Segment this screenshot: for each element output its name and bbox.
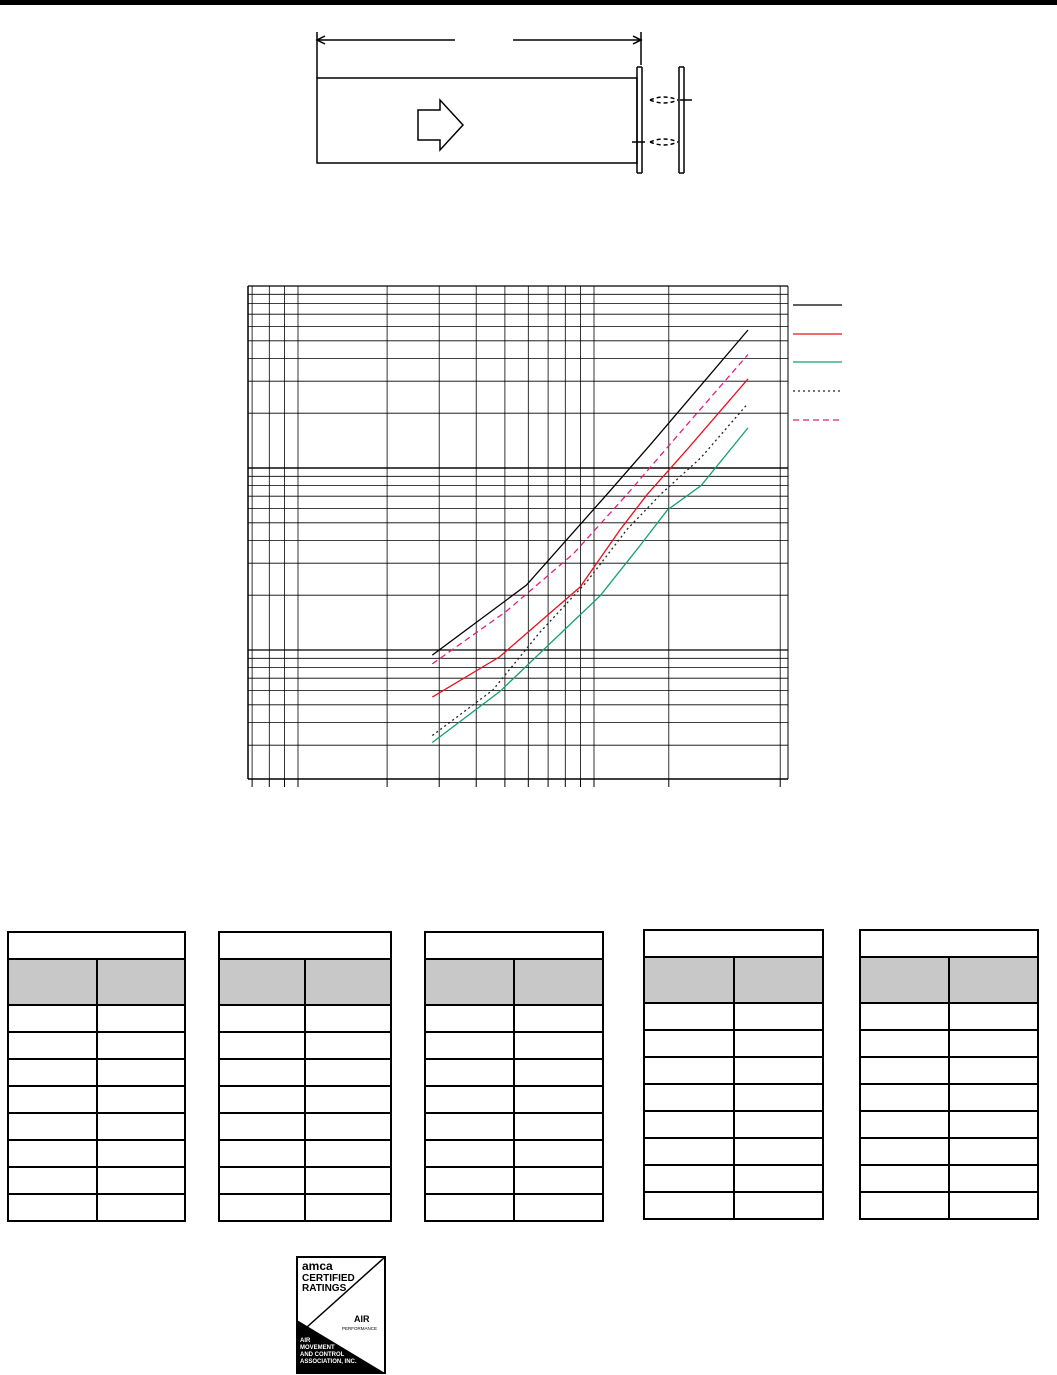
logo-text-association: ASSOCIATION, INC. bbox=[300, 1359, 357, 1365]
table-cell bbox=[425, 1140, 514, 1167]
performance-table-2 bbox=[218, 931, 392, 1222]
table-row bbox=[219, 1167, 391, 1194]
table-cell bbox=[219, 1005, 305, 1032]
table-cell bbox=[644, 1192, 734, 1219]
table-row bbox=[219, 1194, 391, 1221]
table-cell bbox=[8, 1167, 97, 1194]
table-row bbox=[860, 1138, 1038, 1165]
table-cell bbox=[949, 1030, 1038, 1057]
table-row bbox=[425, 1194, 603, 1221]
table-row bbox=[860, 1111, 1038, 1138]
table-row bbox=[8, 1167, 185, 1194]
table-cell bbox=[305, 1113, 391, 1140]
table-cell bbox=[219, 1086, 305, 1113]
table-row bbox=[8, 1005, 185, 1032]
table-cell bbox=[97, 1059, 186, 1086]
table-row bbox=[644, 1084, 823, 1111]
table-cell bbox=[734, 1138, 824, 1165]
table-cell bbox=[644, 1057, 734, 1084]
table-header-cell bbox=[8, 959, 97, 1005]
table-cell bbox=[305, 1032, 391, 1059]
table-row bbox=[644, 1030, 823, 1057]
table-row bbox=[8, 1032, 185, 1059]
logo-text-amca: amca bbox=[302, 1259, 333, 1273]
chart-series bbox=[432, 330, 748, 743]
table-cell bbox=[949, 1003, 1038, 1030]
table-row bbox=[425, 1140, 603, 1167]
table-cell bbox=[860, 1111, 949, 1138]
table-cell bbox=[514, 1032, 603, 1059]
table-cell bbox=[860, 1057, 949, 1084]
table-cell bbox=[860, 1192, 949, 1219]
table-cell bbox=[644, 1003, 734, 1030]
table-cell bbox=[644, 1165, 734, 1192]
table-cell bbox=[305, 1005, 391, 1032]
series-line-1 bbox=[432, 330, 748, 655]
table-cell bbox=[860, 1138, 949, 1165]
table-cell bbox=[734, 1111, 824, 1138]
logo-text-certified: CERTIFIED bbox=[302, 1273, 355, 1284]
table-cell bbox=[644, 1138, 734, 1165]
performance-table-3 bbox=[424, 931, 604, 1222]
table-cell bbox=[305, 1140, 391, 1167]
table-row bbox=[644, 1138, 823, 1165]
table-cell bbox=[734, 1084, 824, 1111]
table-cell bbox=[514, 1140, 603, 1167]
series-line-4 bbox=[432, 403, 748, 735]
logo-text-movement: MOVEMENT bbox=[300, 1345, 335, 1351]
table-caption bbox=[219, 932, 391, 959]
table-cell bbox=[860, 1084, 949, 1111]
table-cell bbox=[305, 1167, 391, 1194]
table-row bbox=[644, 1192, 823, 1219]
logo-text-air-2: AIR bbox=[300, 1338, 311, 1344]
table-row bbox=[644, 1165, 823, 1192]
table-caption bbox=[425, 932, 603, 959]
chart-legend bbox=[793, 305, 842, 420]
table-cell bbox=[644, 1084, 734, 1111]
table-header-cell bbox=[97, 959, 186, 1005]
table-cell bbox=[949, 1111, 1038, 1138]
table-cell bbox=[734, 1192, 824, 1219]
table-cell bbox=[219, 1032, 305, 1059]
table-header-cell bbox=[860, 957, 949, 1003]
logo-text-ratings: RATINGS bbox=[302, 1283, 347, 1294]
series-line-2 bbox=[432, 355, 748, 664]
table-row bbox=[425, 1032, 603, 1059]
table-cell bbox=[219, 1140, 305, 1167]
table-cell bbox=[949, 1057, 1038, 1084]
amca-certified-ratings-logo bbox=[296, 1256, 386, 1374]
table-cell bbox=[219, 1194, 305, 1221]
table-cell bbox=[8, 1059, 97, 1086]
table-cell bbox=[734, 1030, 824, 1057]
table-cell bbox=[514, 1086, 603, 1113]
chart-grid bbox=[248, 286, 788, 787]
table-cell bbox=[860, 1030, 949, 1057]
table-cell bbox=[644, 1111, 734, 1138]
table-row bbox=[860, 1084, 1038, 1111]
table-cell bbox=[8, 1032, 97, 1059]
table-cell bbox=[425, 1059, 514, 1086]
table-cell bbox=[97, 1113, 186, 1140]
table-row bbox=[425, 1167, 603, 1194]
logo-text-and-control: AND CONTROL bbox=[300, 1352, 345, 1358]
table-row bbox=[219, 1005, 391, 1032]
table-cell bbox=[305, 1194, 391, 1221]
performance-table-5 bbox=[859, 929, 1039, 1220]
table-cell bbox=[8, 1194, 97, 1221]
table-cell bbox=[219, 1167, 305, 1194]
table-row bbox=[219, 1140, 391, 1167]
table-cell bbox=[97, 1194, 186, 1221]
table-row bbox=[8, 1086, 185, 1113]
table-cell bbox=[514, 1113, 603, 1140]
table-cell bbox=[949, 1138, 1038, 1165]
table-cell bbox=[219, 1113, 305, 1140]
table-cell bbox=[860, 1003, 949, 1030]
performance-table-4 bbox=[643, 929, 824, 1220]
table-row bbox=[8, 1140, 185, 1167]
table-row bbox=[219, 1086, 391, 1113]
table-row bbox=[425, 1005, 603, 1032]
table-row bbox=[860, 1192, 1038, 1219]
table-cell bbox=[97, 1140, 186, 1167]
table-cell bbox=[97, 1086, 186, 1113]
table-caption bbox=[644, 930, 823, 957]
performance-table-1 bbox=[7, 931, 186, 1222]
table-row bbox=[8, 1194, 185, 1221]
table-row bbox=[8, 1059, 185, 1086]
table-caption bbox=[8, 932, 185, 959]
table-cell bbox=[514, 1005, 603, 1032]
table-row bbox=[644, 1111, 823, 1138]
table-cell bbox=[425, 1032, 514, 1059]
series-line-5 bbox=[432, 428, 748, 743]
table-cell bbox=[734, 1165, 824, 1192]
table-cell bbox=[514, 1059, 603, 1086]
table-cell bbox=[8, 1086, 97, 1113]
table-cell bbox=[425, 1086, 514, 1113]
table-header-cell bbox=[644, 957, 734, 1003]
table-cell bbox=[8, 1113, 97, 1140]
table-cell bbox=[8, 1005, 97, 1032]
table-row bbox=[644, 1057, 823, 1084]
table-header-cell bbox=[305, 959, 391, 1005]
table-cell bbox=[425, 1194, 514, 1221]
table-row bbox=[425, 1059, 603, 1086]
table-row bbox=[860, 1057, 1038, 1084]
table-cell bbox=[305, 1086, 391, 1113]
logo-text-air: AIR bbox=[354, 1314, 370, 1324]
table-row bbox=[219, 1032, 391, 1059]
table-cell bbox=[514, 1194, 603, 1221]
table-cell bbox=[949, 1192, 1038, 1219]
table-row bbox=[219, 1113, 391, 1140]
table-cell bbox=[97, 1032, 186, 1059]
table-header-cell bbox=[514, 959, 603, 1005]
table-cell bbox=[97, 1005, 186, 1032]
series-line-3 bbox=[432, 379, 748, 697]
table-row bbox=[425, 1113, 603, 1140]
table-cell bbox=[425, 1113, 514, 1140]
table-cell bbox=[305, 1059, 391, 1086]
table-row bbox=[8, 1113, 185, 1140]
table-cell bbox=[644, 1030, 734, 1057]
table-row bbox=[860, 1030, 1038, 1057]
table-header-cell bbox=[425, 959, 514, 1005]
table-cell bbox=[97, 1167, 186, 1194]
table-caption bbox=[860, 930, 1038, 957]
table-cell bbox=[734, 1057, 824, 1084]
table-cell bbox=[219, 1059, 305, 1086]
table-cell bbox=[860, 1165, 949, 1192]
table-header-cell bbox=[219, 959, 305, 1005]
table-cell bbox=[514, 1167, 603, 1194]
logo-text-performance: PERFORMANCE bbox=[342, 1326, 378, 1331]
table-cell bbox=[949, 1165, 1038, 1192]
table-row bbox=[860, 1003, 1038, 1030]
table-row bbox=[425, 1086, 603, 1113]
table-cell bbox=[425, 1005, 514, 1032]
table-cell bbox=[949, 1084, 1038, 1111]
table-row bbox=[219, 1059, 391, 1086]
table-cell bbox=[8, 1140, 97, 1167]
table-cell bbox=[734, 1003, 824, 1030]
table-row bbox=[644, 1003, 823, 1030]
table-row bbox=[860, 1165, 1038, 1192]
table-cell bbox=[425, 1167, 514, 1194]
table-header-cell bbox=[734, 957, 824, 1003]
table-header-cell bbox=[949, 957, 1038, 1003]
